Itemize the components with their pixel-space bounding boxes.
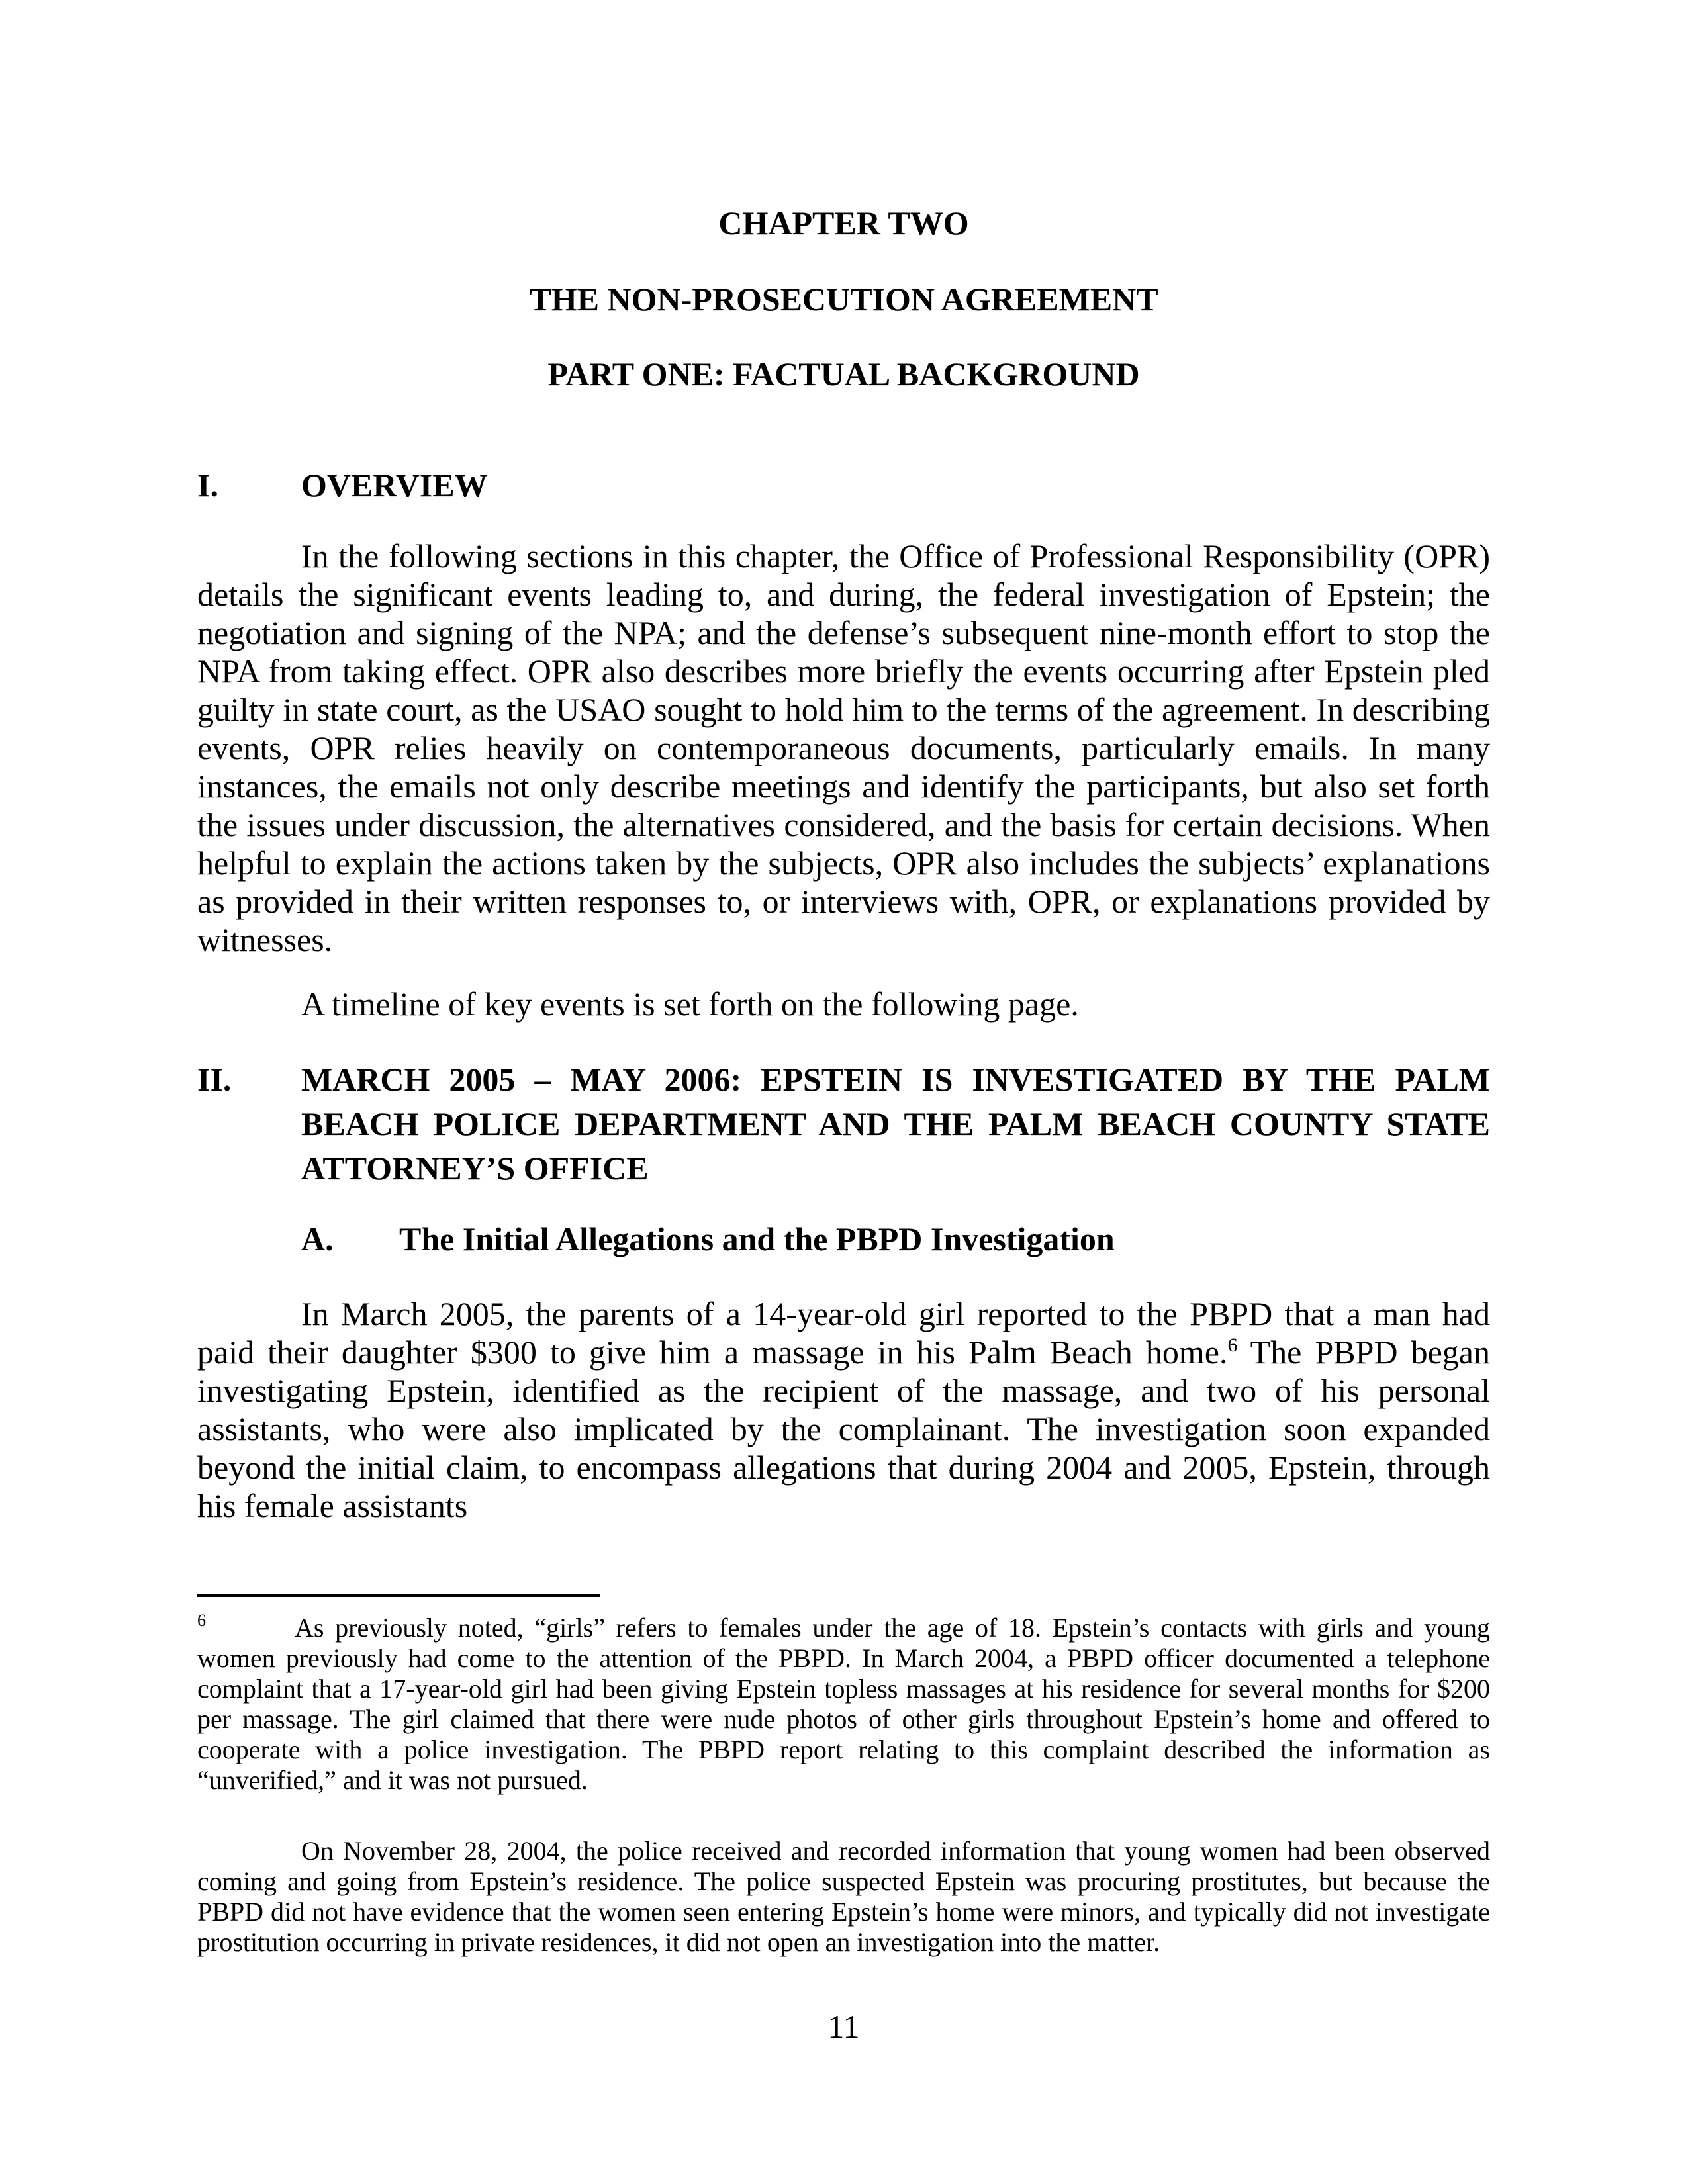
subsection-a-letter: A. bbox=[301, 1220, 334, 1257]
overview-paragraph: In the following sections in this chapter, the Office of Professional Responsibility (OPR) details the significant events leading to, and during, the federal investigation of Epstein; the negotiation and signing of the NPA; and the defense’s subsequent nine-month effort to stop the NPA from taking effect. OPR also describes more briefly the events occurring after Epstein pled guilty in state court, as the USAO sought to hold him to the terms of the agreement. In describing events, OPR relies heavily on contemporaneous documents, particularly emails. In many instances, the emails not only describe meetings and identify the participants, but also set forth the issues under discussion, the alternatives considered, and the basis for certain decisions. When helpful to explain the actions taken by the subjects, OPR also includes the subjects’ explanations as provided in their written responses to, or interviews with, OPR, or explanations provided by witnesses. bbox=[197, 537, 1490, 958]
footnote-separator-rule bbox=[197, 1594, 600, 1597]
allegations-paragraph-start: In March 2005, the parents of a 14-year-old girl reported to the PBPD that a man had paid their daughter $300 to give him a massage in his Palm Beach home. bbox=[197, 1295, 1490, 1371]
footnote-6-continuation: On November 28, 2004, the police received and recorded information that young women had been observed coming and going from Epstein’s residence. The police suspected Epstein was procuring prostitutes, but because the PBPD did not have evidence that the women seen entering Epstein’s home were minors, and typically did not investigate prostitution occurring in private residences, it did not open an investigation into the matter. bbox=[197, 1836, 1490, 1957]
section-i-numeral: I. bbox=[197, 467, 218, 504]
allegations-paragraph bbox=[197, 1295, 1490, 1525]
page-number: 11 bbox=[827, 2008, 860, 2045]
subsection-a-heading bbox=[197, 1220, 1490, 1258]
allegations-paragraph-end: The PBPD began investigating Epstein, identified as the recipient of the massage, and two of his personal assistants, who were also implicated by the complainant. The investigation soon expanded beyond the initial claim, to encompass allegations that during 2004 and 2005, Epstein, through his female assistants bbox=[197, 1334, 1490, 1524]
section-i-heading-text: OVERVIEW bbox=[301, 467, 488, 504]
part-title: PART ONE: FACTUAL BACKGROUND bbox=[547, 355, 1140, 392]
section-ii-heading-line-2: BEACH POLICE DEPARTMENT AND THE PALM BEACH COUNTY STATE bbox=[301, 1105, 1490, 1142]
footnote-6-text: As previously noted, “girls” refers to females under the age of 18. Epstein’s contacts with girls and young women previously had come to the attention of the PBPD. In March 2004, a PBPD officer documented a telephone complaint that a 17-year-old girl had been giving Epstein topless massages at his residence for several months for $200 per massage. The girl claimed that there were nude photos of other girls throughout Epstein’s home and offered to cooperate with a police investigation. The PBPD report relating to this complaint described the information as “unverified,” and it was not pursued. bbox=[197, 1613, 1490, 1795]
footnote-6 bbox=[197, 1613, 1490, 1796]
footnote-6-number: 6 bbox=[197, 1611, 206, 1630]
chapter-title: CHAPTER TWO bbox=[718, 205, 969, 242]
section-ii-heading-text bbox=[301, 1058, 1490, 1191]
section-ii-heading-line-3: ATTORNEY’S OFFICE bbox=[301, 1150, 649, 1187]
subsection-a-heading-text: The Initial Allegations and the PBPD Investigation bbox=[399, 1220, 1115, 1257]
timeline-note-paragraph: A timeline of key events is set forth on the following page. bbox=[301, 985, 1079, 1023]
section-ii-heading-line-1: MARCH 2005 – MAY 2006: EPSTEIN IS INVESTIGATED BY THE PALM bbox=[301, 1061, 1490, 1098]
footnote-6-reference: 6 bbox=[1227, 1334, 1238, 1356]
section-ii-heading bbox=[197, 1058, 1490, 1191]
document-title: THE NON-PROSECUTION AGREEMENT bbox=[529, 281, 1158, 318]
section-i-heading bbox=[197, 466, 1490, 504]
section-ii-numeral: II. bbox=[197, 1061, 232, 1098]
